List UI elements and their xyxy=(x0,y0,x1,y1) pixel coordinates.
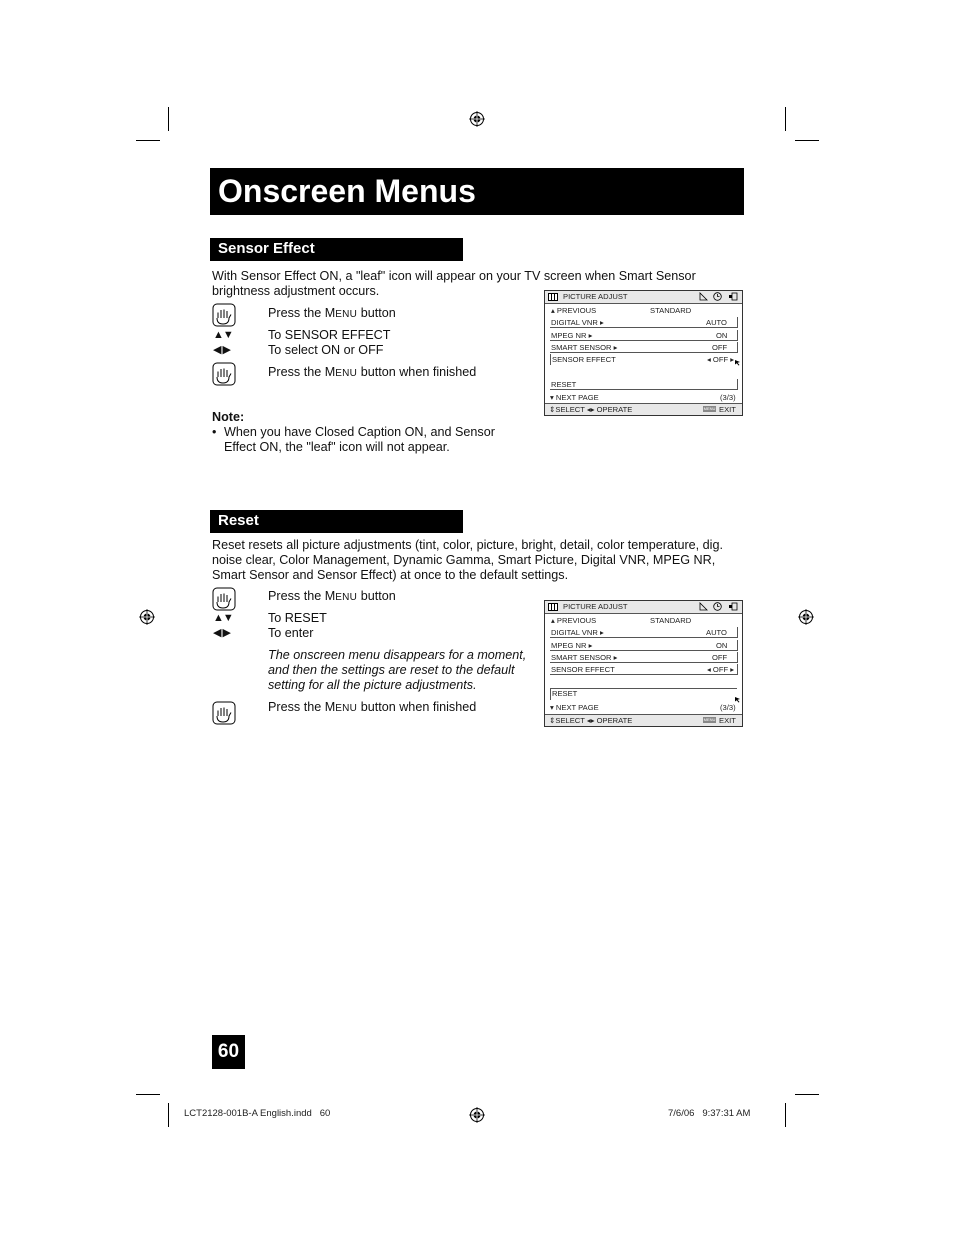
osd-item-next-page: ▾ NEXT PAGE xyxy=(550,393,599,402)
osd-page-indicator: (3/3) xyxy=(720,393,736,402)
osd-footer-exit: EXIT xyxy=(719,405,736,414)
crop-mark xyxy=(785,107,786,131)
osd-item-mpeg-nr: MPEG NR ▸ xyxy=(551,641,593,650)
print-footer-timestamp: 7/6/06 9:37:31 AM xyxy=(668,1108,751,1119)
osd-value-digital-vnr: AUTO xyxy=(706,318,727,327)
sensor-effect-intro-line: brightness adjustment occurs. xyxy=(212,284,380,298)
osd-value-sensor-effect: ◂ OFF ▸ xyxy=(707,665,735,674)
note-text: Effect ON, the "leaf" icon will not appear. xyxy=(224,440,450,454)
page-title: Onscreen Menus xyxy=(210,168,744,215)
osd-value-mpeg-nr: ON xyxy=(716,641,728,650)
crop-mark xyxy=(168,107,169,131)
registration-mark-icon xyxy=(469,1107,485,1123)
sound-icon xyxy=(699,292,708,301)
up-down-arrows-icon: ▲▼ xyxy=(213,329,233,341)
osd-item-digital-vnr: DIGITAL VNR ▸ xyxy=(551,318,604,327)
reset-intro-line: noise clear, Color Management, Dynamic Gamma, Smart Picture, Digital VNR, MPEG NR, xyxy=(212,553,716,567)
osd-value-sensor-effect: ◂ OFF ▸ xyxy=(707,355,735,364)
section-heading-sensor-effect: Sensor Effect xyxy=(210,238,463,261)
registration-mark-icon xyxy=(798,609,814,625)
osd-mode-value: STANDARD xyxy=(650,616,692,625)
osd-footer-exit: EXIT xyxy=(719,716,736,725)
osd-picture-adjust-menu xyxy=(544,290,743,416)
crop-mark xyxy=(795,140,819,141)
osd-value-mpeg-nr: ON xyxy=(716,331,728,340)
picture-icon xyxy=(548,293,558,301)
registration-mark-icon xyxy=(469,111,485,127)
menu-hand-icon xyxy=(212,701,236,725)
osd-page-indicator: (3/3) xyxy=(720,703,736,712)
pointer-cursor-icon xyxy=(734,696,741,703)
section-heading-reset: Reset xyxy=(210,510,463,533)
osd-item-reset: RESET xyxy=(552,689,578,698)
osd-item-sensor-effect: SENSOR EFFECT xyxy=(551,665,615,674)
picture-icon xyxy=(548,603,558,611)
step-press-menu-finish: Press the MENU button when finished xyxy=(268,700,477,714)
osd-footer xyxy=(545,714,742,726)
crop-mark xyxy=(168,1103,169,1127)
osd-header-title: PICTURE ADJUST xyxy=(563,602,628,611)
crop-mark xyxy=(785,1103,786,1127)
osd-item-digital-vnr: DIGITAL VNR ▸ xyxy=(551,628,604,637)
setup-icon xyxy=(728,292,738,301)
osd-header-title: PICTURE ADJUST xyxy=(563,292,628,301)
step-select-reset: To RESET xyxy=(268,611,327,625)
osd-header xyxy=(545,601,742,614)
note-label: Note: xyxy=(212,410,245,424)
osd-footer-select: ⇕SELECT ◂▸ OPERATE xyxy=(549,716,633,725)
osd-item-smart-sensor: SMART SENSOR ▸ xyxy=(551,653,618,662)
menu-hand-icon xyxy=(212,587,236,611)
step-select-sensor-effect: To SENSOR EFFECT xyxy=(268,328,391,342)
reset-explanation: setting for all the picture adjustments. xyxy=(268,678,477,692)
osd-footer-select: ⇕SELECT ◂▸ OPERATE xyxy=(549,405,633,414)
osd-value-smart-sensor: OFF xyxy=(712,653,728,662)
menu-hand-icon xyxy=(212,362,236,386)
reset-intro-line: Smart Sensor and Sensor Effect) at once to the default settings. xyxy=(212,568,569,582)
page-number: 60 xyxy=(212,1035,245,1069)
osd-value-smart-sensor: OFF xyxy=(712,343,728,352)
left-right-arrows-icon: ◀ ▶ xyxy=(213,627,230,639)
clock-icon xyxy=(713,292,722,301)
crop-mark xyxy=(795,1094,819,1095)
step-press-menu-finish: Press the MENU button when finished xyxy=(268,365,477,379)
note-text: When you have Closed Caption ON, and Sensor xyxy=(224,425,495,439)
sound-icon xyxy=(699,602,708,611)
step-toggle-on-off: To select ON or OFF xyxy=(268,343,384,357)
left-right-arrows-icon: ◀ ▶ xyxy=(213,344,230,356)
osd-item-smart-sensor: SMART SENSOR ▸ xyxy=(551,343,618,352)
setup-icon xyxy=(728,602,738,611)
step-enter: To enter xyxy=(268,626,314,640)
menu-key-icon: MENU xyxy=(703,406,716,411)
reset-explanation: and then the settings are reset to the default xyxy=(268,663,515,677)
reset-explanation: The onscreen menu disappears for a moment, xyxy=(268,648,527,662)
registration-mark-icon xyxy=(139,609,155,625)
crop-mark xyxy=(136,1094,160,1095)
osd-value-digital-vnr: AUTO xyxy=(706,628,727,637)
osd-item-previous: ▴ PREVIOUS xyxy=(551,616,597,625)
step-press-menu: Press the MENU button xyxy=(268,306,396,320)
osd-picture-adjust-menu xyxy=(544,600,743,727)
step-press-menu: Press the MENU button xyxy=(268,589,396,603)
osd-mode-value: STANDARD xyxy=(650,306,692,315)
osd-item-previous: ▴ PREVIOUS xyxy=(551,306,597,315)
osd-item-mpeg-nr: MPEG NR ▸ xyxy=(551,331,593,340)
osd-item-reset: RESET xyxy=(551,380,577,389)
print-footer-file: LCT2128-001B-A English.indd 60 xyxy=(184,1108,331,1119)
sensor-effect-intro-line: With Sensor Effect ON, a "leaf" icon will appear on your TV screen when Smart Sensor xyxy=(212,269,696,283)
reset-intro-line: Reset resets all picture adjustments (tint, color, picture, bright, detail, color temperature, dig. xyxy=(212,538,723,552)
crop-mark xyxy=(136,140,160,141)
pointer-cursor-icon xyxy=(734,359,741,366)
osd-item-sensor-effect: SENSOR EFFECT xyxy=(552,355,616,364)
up-down-arrows-icon: ▲▼ xyxy=(213,612,233,624)
clock-icon xyxy=(713,602,722,611)
note-bullet: • xyxy=(212,425,217,439)
menu-key-icon: MENU xyxy=(703,717,716,722)
menu-hand-icon xyxy=(212,303,236,327)
osd-item-next-page: ▾ NEXT PAGE xyxy=(550,703,599,712)
osd-header xyxy=(545,291,742,304)
osd-footer xyxy=(545,403,742,415)
